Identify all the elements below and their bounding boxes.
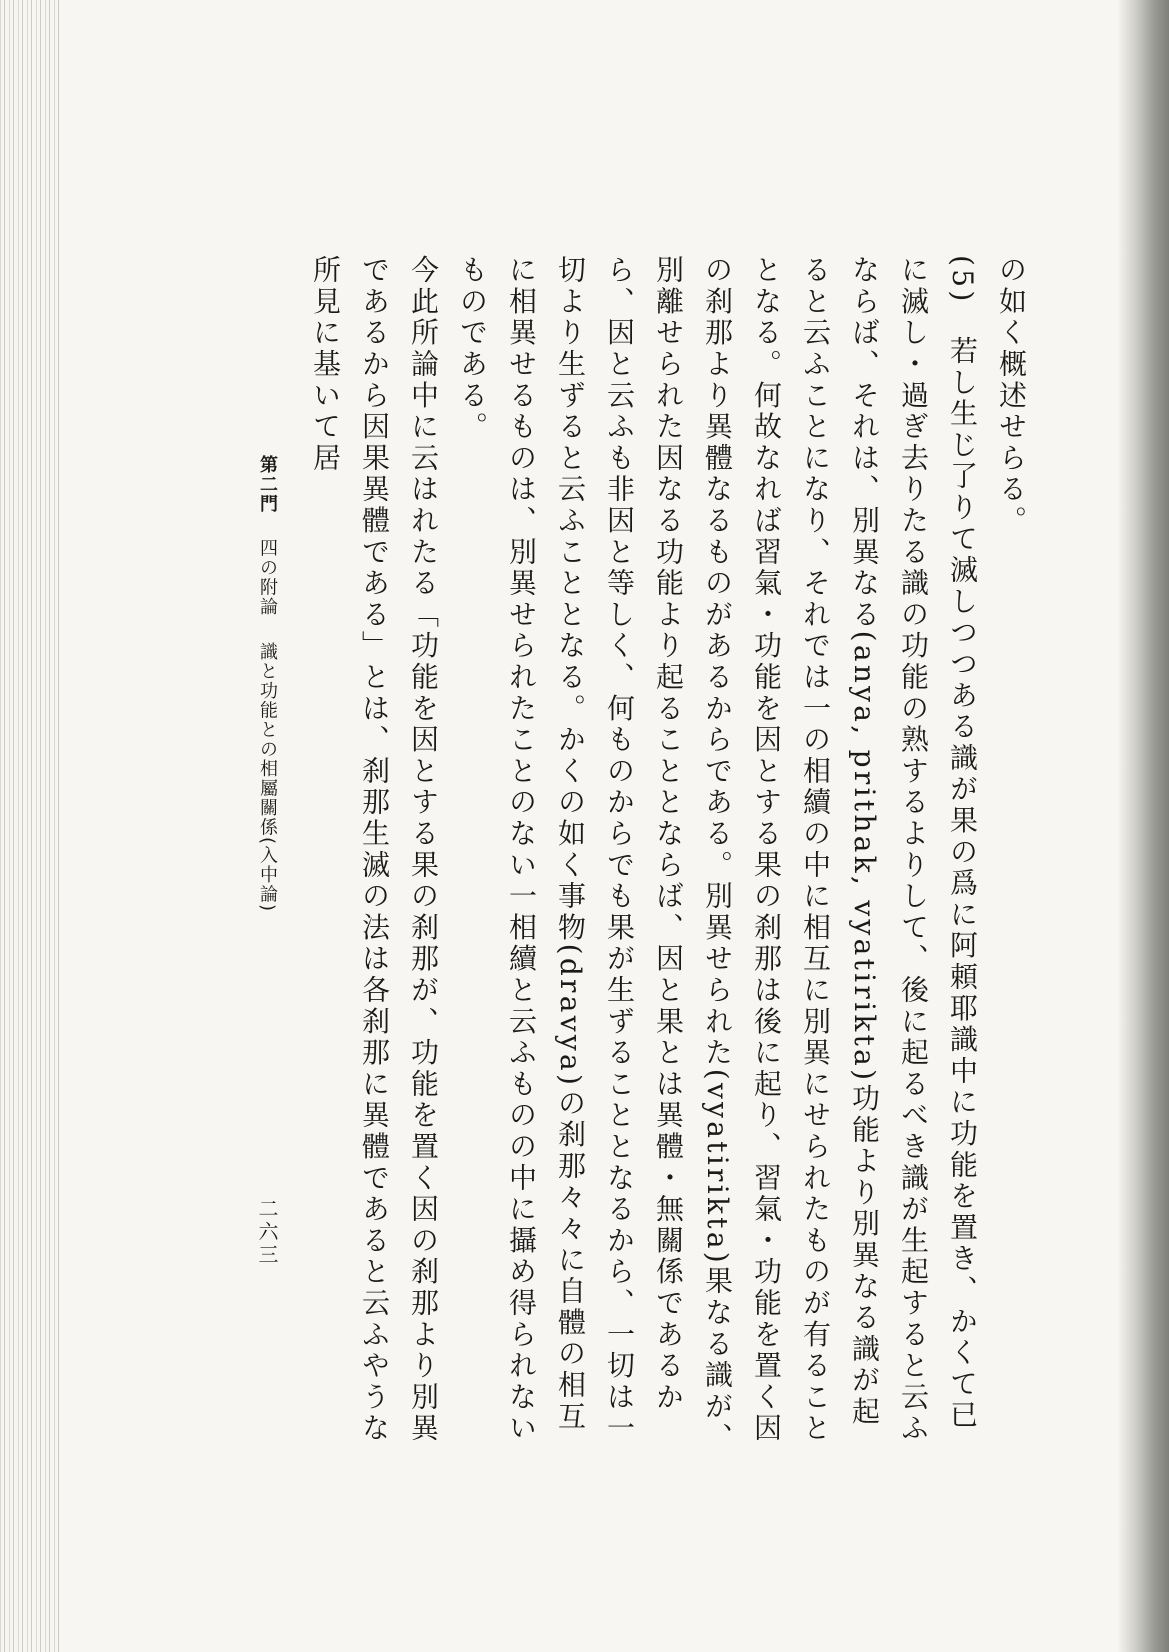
footer-section: 第二門 <box>257 455 278 514</box>
binding-gutter <box>0 0 60 1652</box>
paragraph-2: (5) 若し生じ了りて滅しつつある識が果の爲に阿頼耶識中に功能を置き、かくて已に滅し・過ぎ去りたる識の功能の熟するよりして、後に起るべき識が生起すると云ふならば、それは、別異なる(anya, prithak, vyatirikta)功能より別異なる識が起ると云ふことになり、それでは一の相續の中に相互に別異にせられたものが有ることとなる。何故なれば習氣・功能を因とする果の刹那は後に起り、習氣・功能を置く因の刹那より異體なるものがあるからである。別異せられた(vyatirikta)果なる識が、別離せられた因なる功能より起ることとならば、因と果とは異體・無關係であるから、因と云ふも非因と等しく、何ものからでも果が生ずることとなるから、一切は一切より生ずると云ふこととなる。かくの如く事物(dravya)の刹那々々に自體の相互に相異せるものは、別異せられたことのない一相續と云ふものの中に攝め得られないものである。 <box>456 255 979 1454</box>
page-number: 二六三 <box>255 1198 279 1267</box>
page-edge-shadow <box>1117 0 1169 1652</box>
paragraph-1: の如く概述せらる。 <box>995 255 1028 537</box>
footer-title: 識と功能との相屬關係(入中論) <box>257 641 278 913</box>
footer-chapter: 四の附論 <box>257 538 278 617</box>
body-text <box>300 255 1036 1455</box>
paragraph-3: 今此所論中に云はれたる「功能を因とする果の刹那が、功能を置く因の刹那より別異であるから因果異體である」とは、刹那生滅の法は各刹那に異體であると云ふやうな所見に基いて居 <box>309 255 440 1445</box>
